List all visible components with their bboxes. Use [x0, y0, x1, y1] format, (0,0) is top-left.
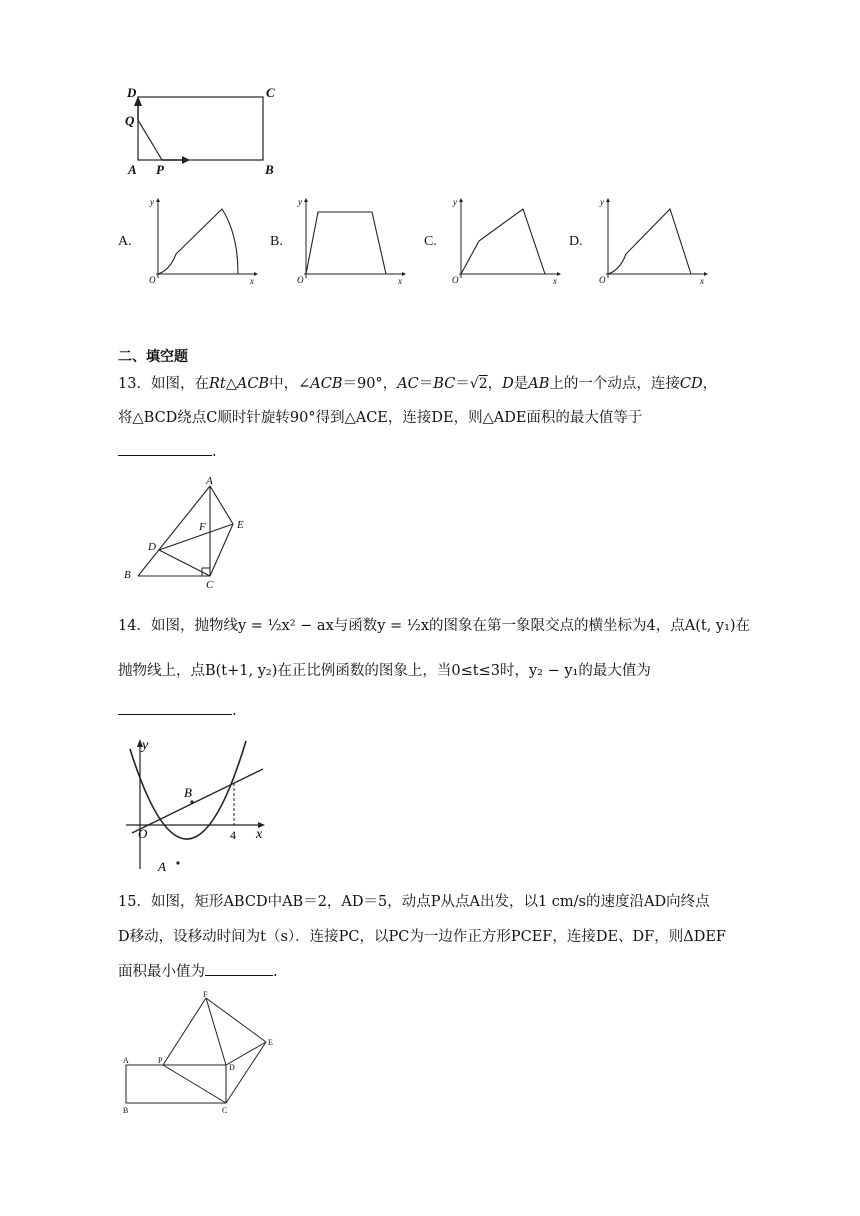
q13-label-b: B	[124, 569, 131, 581]
svg-text:y: y	[453, 197, 457, 207]
option-c-label: C.	[424, 234, 437, 249]
q13-label-a: A	[206, 475, 213, 487]
q12-rectangle-figure	[118, 80, 288, 180]
q14-line2: 抛物线上，点B(t+1, y₂)在正比例函数的图象上，当0≤t≤3时，y₂ − y₁的最大值为	[118, 663, 651, 679]
option-a-graph	[146, 194, 261, 288]
svg-text:O: O	[297, 275, 304, 285]
q14-label-o: O	[138, 826, 148, 841]
svg-text:x: x	[398, 276, 402, 286]
svg-text:y: y	[150, 197, 154, 207]
q14-label-y: y	[142, 738, 149, 753]
option-b-label: B.	[270, 234, 283, 249]
svg-text:x: x	[553, 276, 557, 286]
q13-answer-blank[interactable]	[118, 441, 212, 456]
option-d-graph	[596, 194, 711, 288]
q13-label-c: C	[206, 579, 214, 591]
q14-label-a: A	[158, 859, 166, 874]
q13-label-e: E	[237, 519, 244, 531]
svg-text:A: A	[123, 1056, 129, 1065]
svg-text:E: E	[268, 1038, 273, 1047]
svg-text:F: F	[203, 990, 208, 999]
svg-text:C: C	[222, 1106, 228, 1115]
option-c-graph	[449, 194, 564, 288]
q14-label-4: 4	[230, 828, 236, 842]
svg-text:O: O	[149, 275, 156, 285]
q15-line3: 面积最小值为 .	[118, 961, 278, 982]
option-b-graph	[294, 194, 409, 288]
q12-label-q: Q	[125, 113, 135, 128]
q14-line1: 14．如图，抛物线y = ½x² − ax与函数y = ½x的图象在第一象限交点的横坐标为4，点A(t, y₁)在	[118, 618, 751, 634]
svg-text:D: D	[229, 1063, 235, 1072]
svg-text:P: P	[158, 1056, 163, 1065]
option-a-label: A.	[118, 234, 132, 249]
q13-line3: .	[118, 441, 217, 462]
section-title: 二、填空题	[118, 349, 188, 365]
q14-answer-blank[interactable]	[118, 700, 232, 715]
q13-line1: 13．如图，在Rt△ACB中，∠ACB＝90°，AC＝BC＝√2，D是AB上的一个动点，连接CD，	[118, 376, 718, 392]
q15-line2: D移动，设移动时间为t（s）．连接PC，以PC为一边作正方形PCEF，连接DE、DF，则ΔDEF	[118, 929, 726, 945]
q15-line1: 15．如图，矩形ABCD中AB＝2，AD＝5，动点P从点A出发，以1 cm/s的速度沿AD向终点	[118, 894, 710, 910]
option-d-label: D.	[569, 234, 583, 249]
svg-text:x: x	[700, 276, 704, 286]
q13-triangle-figure	[118, 474, 258, 590]
q14-parabola-figure	[118, 733, 278, 873]
q15-answer-blank[interactable]	[205, 961, 273, 976]
q13-label-f: F	[199, 521, 206, 533]
q12-label-c: C	[266, 85, 275, 100]
svg-text:y: y	[600, 197, 604, 207]
svg-text:O: O	[599, 275, 606, 285]
q13-line2: 将△BCD绕点C顺时针旋转90°得到△ACE，连接DE，则△ADE面积的最大值等于	[118, 410, 643, 426]
q12-label-p: P	[156, 162, 164, 177]
svg-text:y: y	[298, 197, 302, 207]
svg-text:B: B	[123, 1106, 129, 1115]
q15-square-figure	[118, 990, 288, 1116]
svg-text:x: x	[250, 276, 254, 286]
q14-line3: .	[118, 700, 237, 721]
q14-label-b: B	[184, 785, 192, 800]
q12-label-d: D	[127, 85, 137, 100]
q14-label-x: x	[256, 827, 263, 842]
q12-label-b: B	[265, 162, 274, 177]
svg-text:O: O	[452, 275, 459, 285]
q12-label-a: A	[128, 162, 137, 177]
q13-label-d: D	[148, 541, 156, 553]
